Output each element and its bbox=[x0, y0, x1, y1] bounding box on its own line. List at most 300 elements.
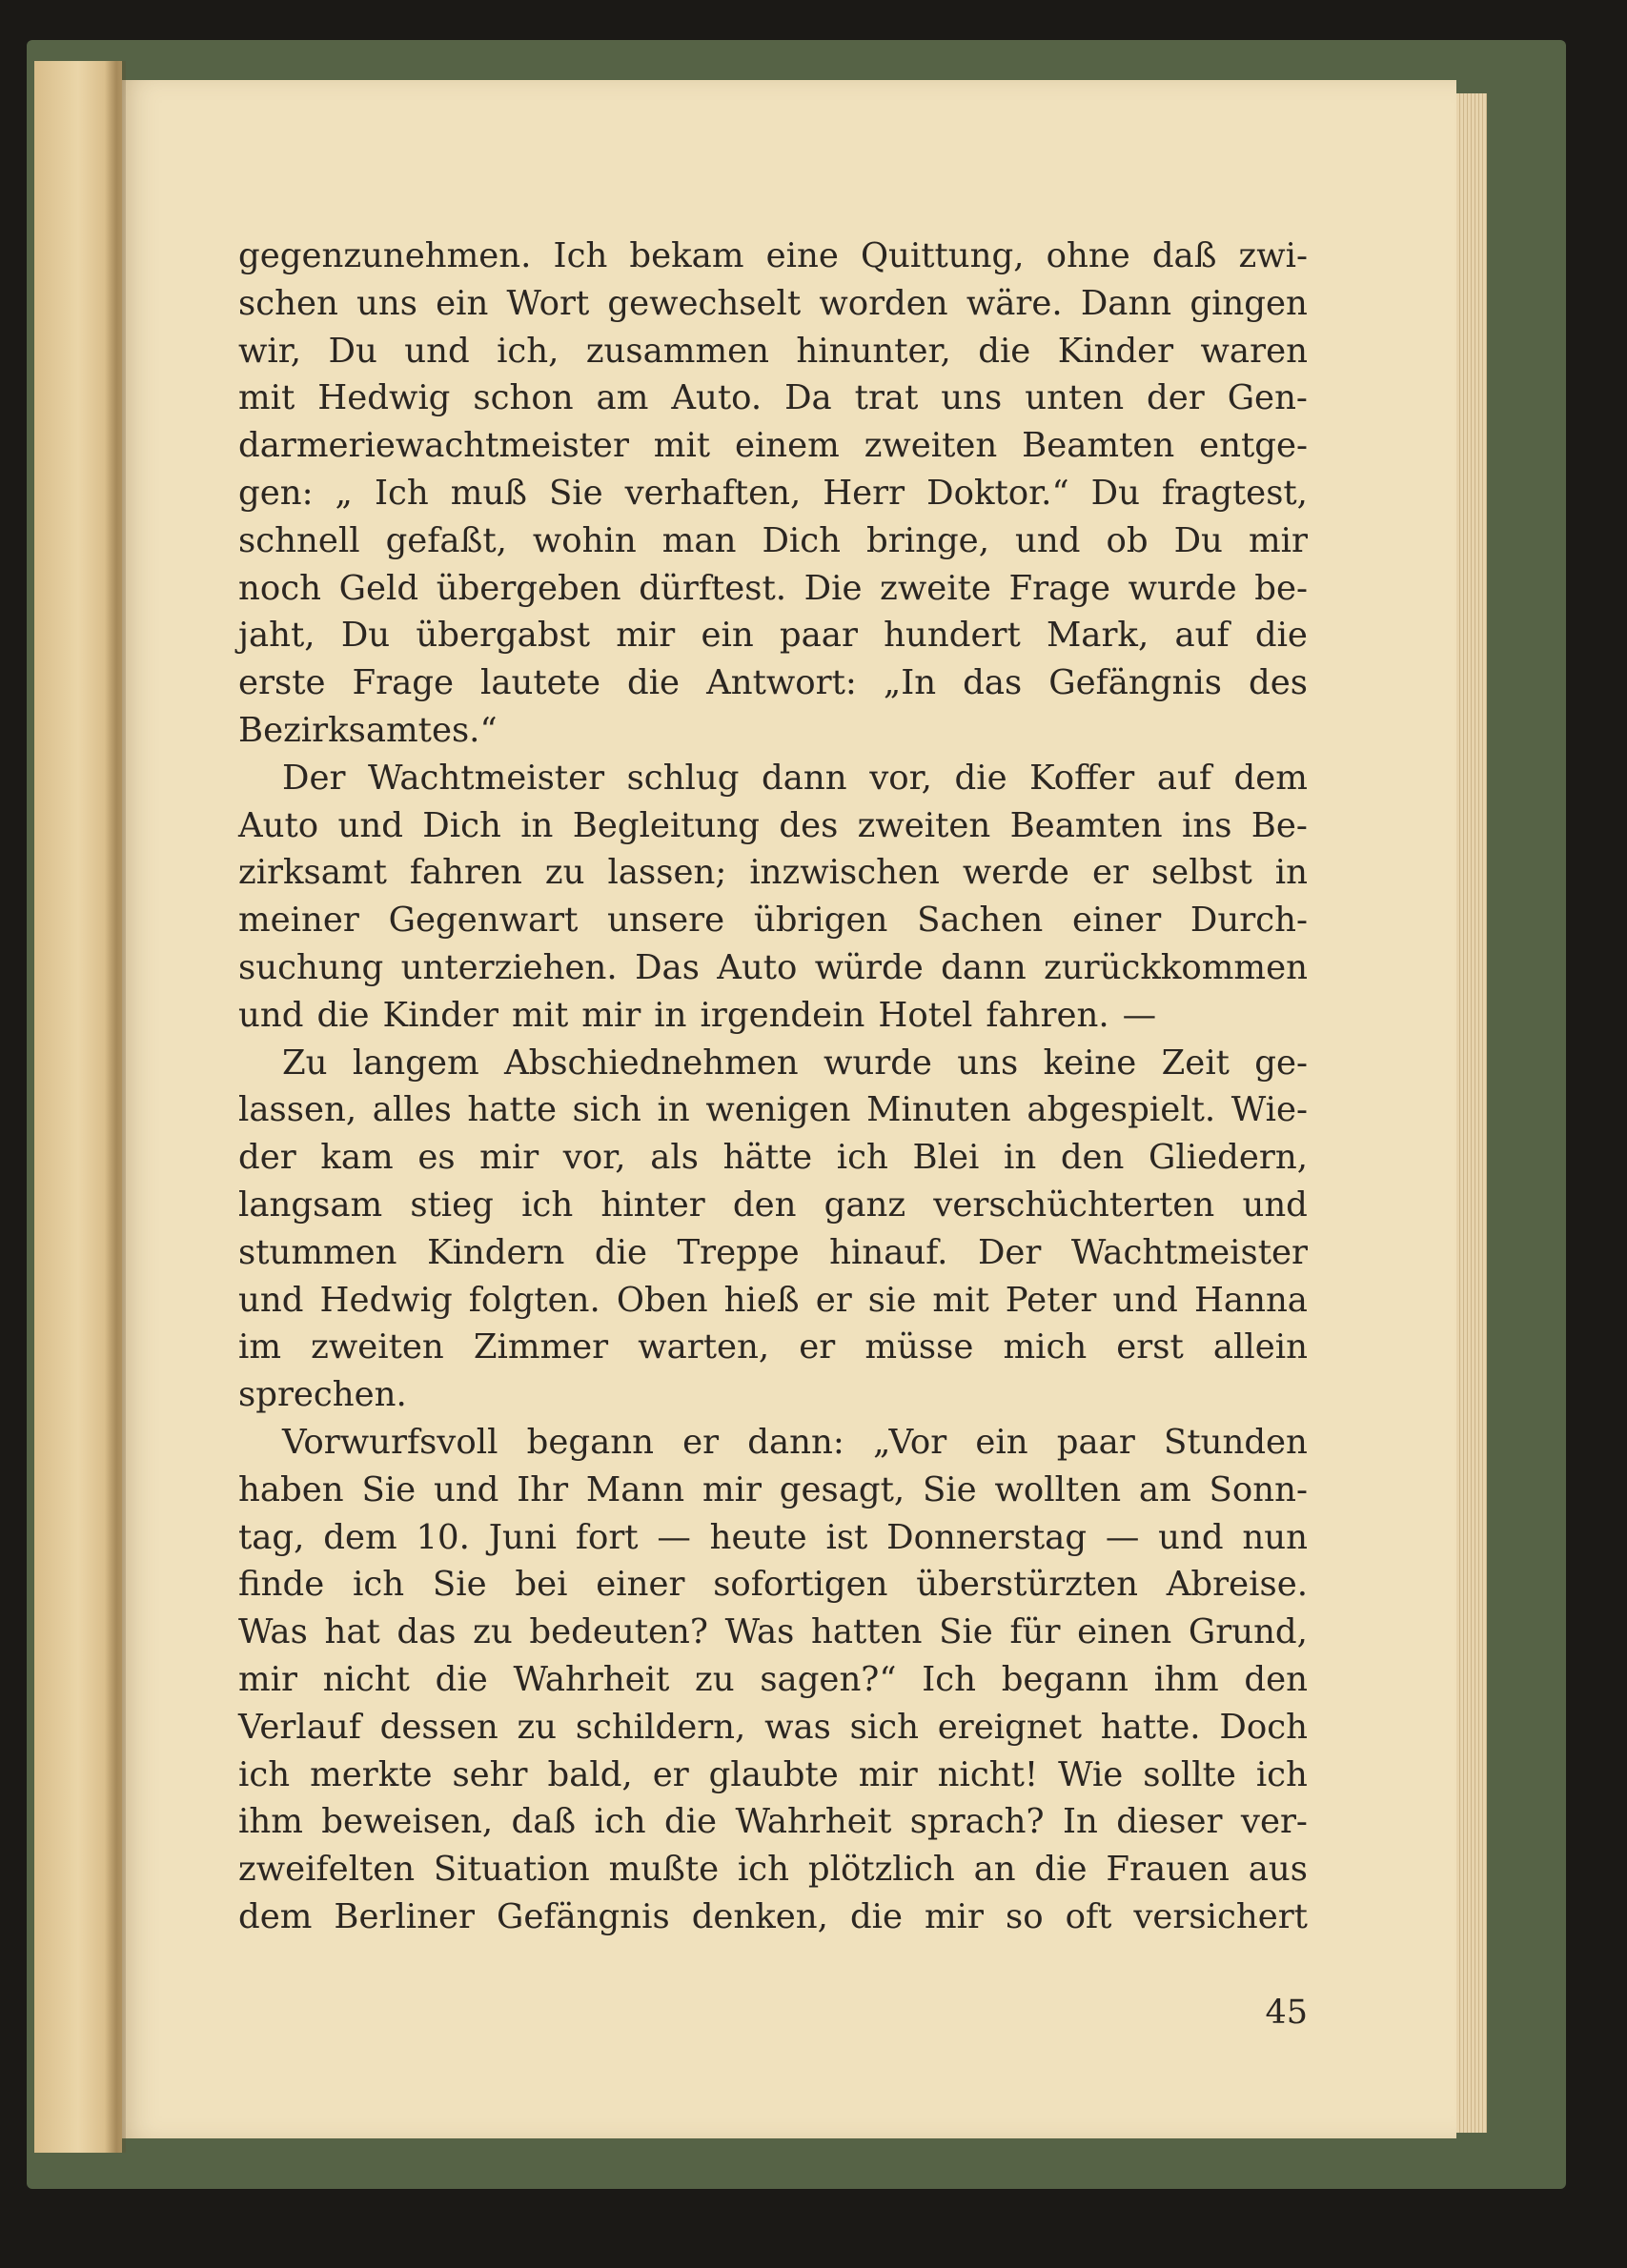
word: und bbox=[238, 995, 304, 1035]
word: hatte. bbox=[1100, 1707, 1201, 1747]
word: einer bbox=[1071, 901, 1162, 941]
word: es bbox=[417, 1138, 456, 1178]
word: beweisen, bbox=[321, 1802, 494, 1842]
word: als bbox=[650, 1138, 699, 1178]
word: dann bbox=[941, 947, 1027, 987]
text-line bbox=[238, 1229, 1308, 1277]
word: worden bbox=[819, 283, 948, 323]
word: Hedwig bbox=[319, 1280, 453, 1320]
word: langem bbox=[352, 1043, 479, 1083]
word: fragtest, bbox=[1161, 473, 1308, 513]
text-line bbox=[238, 1182, 1308, 1229]
word: denken, bbox=[691, 1896, 828, 1936]
word: be- bbox=[1254, 568, 1308, 608]
word: meiner bbox=[238, 901, 359, 941]
word: Abschiednehmen bbox=[503, 1043, 799, 1083]
word: zweite bbox=[880, 568, 991, 608]
word: uns bbox=[957, 1043, 1019, 1083]
word: nun bbox=[1242, 1517, 1308, 1557]
page-gutter bbox=[105, 61, 126, 2153]
word: auf bbox=[1174, 616, 1230, 656]
word: Be- bbox=[1251, 805, 1308, 845]
word: Du bbox=[340, 616, 391, 656]
word: „ bbox=[335, 473, 353, 513]
word: der bbox=[1147, 378, 1205, 418]
word: so bbox=[1006, 1896, 1044, 1936]
word: Oben bbox=[616, 1280, 708, 1320]
word: Kindern bbox=[427, 1232, 565, 1272]
word: Peter bbox=[1005, 1280, 1097, 1320]
word: sprechen. bbox=[238, 1375, 407, 1415]
word: und bbox=[238, 1280, 304, 1320]
word: die bbox=[978, 331, 1031, 371]
word: Der bbox=[977, 1232, 1042, 1272]
word: Gen- bbox=[1227, 378, 1308, 418]
word: Hanna bbox=[1193, 1280, 1308, 1320]
word: Sie bbox=[922, 1469, 977, 1509]
text-line bbox=[238, 1609, 1308, 1656]
word: Was bbox=[238, 1612, 308, 1652]
text-line bbox=[238, 470, 1308, 517]
word: plötzlich bbox=[807, 1850, 955, 1890]
text-line bbox=[238, 707, 1308, 755]
page-stack-edges bbox=[1456, 93, 1487, 2133]
word: den bbox=[1060, 1138, 1125, 1178]
word: übergabst bbox=[416, 616, 591, 656]
text-line bbox=[238, 1704, 1308, 1752]
word: Zu bbox=[282, 1043, 328, 1083]
word: die bbox=[435, 1659, 488, 1699]
word: Die bbox=[803, 568, 863, 608]
word: sehr bbox=[452, 1754, 528, 1794]
word: paar bbox=[1056, 1422, 1135, 1462]
text-line bbox=[238, 659, 1308, 707]
text-line bbox=[238, 328, 1308, 375]
word: zu bbox=[473, 1612, 513, 1652]
word: zurückkommen bbox=[1044, 947, 1308, 987]
word: ganz bbox=[824, 1185, 906, 1225]
word: Da bbox=[784, 378, 832, 418]
word: unten bbox=[1025, 378, 1125, 418]
word: Donnerstag bbox=[886, 1517, 1088, 1557]
text-line bbox=[238, 1419, 1308, 1467]
word: dürftest. bbox=[639, 568, 787, 608]
word: — bbox=[1122, 995, 1157, 1035]
word: mir bbox=[238, 1659, 297, 1699]
word: Verlauf bbox=[238, 1707, 361, 1747]
word: hinauf. bbox=[829, 1232, 948, 1272]
word: fahren. bbox=[986, 995, 1109, 1035]
word: hinunter, bbox=[796, 331, 951, 371]
word: das bbox=[397, 1612, 457, 1652]
word: Doch bbox=[1219, 1707, 1308, 1747]
word: Herr bbox=[823, 473, 905, 513]
word: allein bbox=[1212, 1327, 1308, 1367]
word: aus bbox=[1248, 1850, 1308, 1890]
word: ich bbox=[521, 1185, 574, 1225]
word: stieg bbox=[410, 1185, 494, 1225]
word: in bbox=[520, 805, 554, 845]
word: oft bbox=[1065, 1896, 1112, 1936]
word: mit bbox=[653, 426, 711, 466]
word: übrigen bbox=[753, 901, 888, 941]
word: am bbox=[596, 378, 649, 418]
text-line bbox=[238, 1514, 1308, 1562]
word: ich, bbox=[497, 331, 559, 371]
word: ihm bbox=[238, 1802, 303, 1842]
word: Sie bbox=[361, 1469, 417, 1509]
word: hundert bbox=[884, 616, 1021, 656]
word: heute bbox=[709, 1517, 807, 1557]
word: entge- bbox=[1199, 426, 1308, 466]
word: Das bbox=[635, 947, 700, 987]
word: dessen bbox=[379, 1707, 498, 1747]
word: Sonn- bbox=[1209, 1469, 1308, 1509]
word: und bbox=[1242, 1185, 1308, 1225]
word: mußte bbox=[608, 1850, 720, 1890]
word: wurde bbox=[823, 1043, 932, 1083]
text-line bbox=[238, 1798, 1308, 1846]
word: mir bbox=[858, 1754, 918, 1794]
word: daß bbox=[1151, 236, 1217, 275]
word: und bbox=[337, 805, 403, 845]
word: mich bbox=[1003, 1327, 1088, 1367]
word: Frage bbox=[352, 663, 454, 703]
word: ver- bbox=[1240, 1802, 1308, 1842]
text-line bbox=[238, 1086, 1308, 1134]
word: Du bbox=[1090, 473, 1140, 513]
text-line bbox=[238, 375, 1308, 422]
word: selbst bbox=[1150, 853, 1252, 893]
word: Minuten bbox=[866, 1090, 1011, 1130]
word: haben bbox=[238, 1469, 344, 1509]
word: Koffer bbox=[1029, 758, 1135, 798]
word: die bbox=[1254, 616, 1308, 656]
word: mit bbox=[512, 995, 569, 1035]
word: Wachtmeister bbox=[1070, 1232, 1308, 1272]
word: die bbox=[316, 995, 370, 1035]
word: Antwort: bbox=[706, 663, 857, 703]
word: vor, bbox=[869, 758, 932, 798]
word: Auto bbox=[238, 805, 319, 845]
text-line bbox=[238, 1277, 1308, 1325]
text-line bbox=[238, 1040, 1308, 1087]
word: zweiten bbox=[311, 1327, 444, 1367]
word: den bbox=[732, 1185, 797, 1225]
word: Begleitung bbox=[572, 805, 761, 845]
word: eine bbox=[765, 236, 839, 275]
word: Der bbox=[282, 758, 346, 798]
text-line bbox=[238, 517, 1308, 565]
word: zweiten bbox=[857, 805, 991, 845]
word: für bbox=[1009, 1612, 1061, 1652]
word: Sie bbox=[432, 1565, 487, 1605]
word: mir bbox=[925, 1896, 985, 1936]
word: sich bbox=[849, 1707, 919, 1747]
text-line bbox=[238, 1324, 1308, 1371]
word: Ich bbox=[374, 473, 429, 513]
word: zweiten bbox=[864, 426, 998, 466]
word: Grund, bbox=[1188, 1612, 1308, 1652]
word: Wahrheit bbox=[513, 1659, 670, 1699]
body-text bbox=[238, 233, 1308, 1941]
word: die bbox=[663, 1802, 718, 1842]
word: hätte bbox=[722, 1138, 813, 1178]
word: bedeuten? bbox=[529, 1612, 708, 1652]
word: in bbox=[657, 1090, 690, 1130]
word: ihm bbox=[1153, 1659, 1219, 1699]
word: hieß bbox=[723, 1280, 800, 1320]
word: nicht bbox=[322, 1659, 410, 1699]
word: zu bbox=[544, 853, 585, 893]
word: mit bbox=[932, 1280, 989, 1320]
word: das bbox=[963, 663, 1023, 703]
word: begann bbox=[1001, 1659, 1129, 1699]
word: man bbox=[661, 520, 737, 560]
word: zu bbox=[517, 1707, 558, 1747]
word: ich bbox=[238, 1754, 291, 1794]
word: sich bbox=[572, 1090, 641, 1130]
word: lassen; bbox=[607, 853, 727, 893]
word: ins bbox=[1182, 805, 1232, 845]
word: gewechselt bbox=[607, 283, 802, 323]
word: hatten bbox=[811, 1612, 923, 1652]
word: Dann bbox=[1080, 283, 1172, 323]
text-line bbox=[238, 1656, 1308, 1704]
word: verschüchterten bbox=[933, 1185, 1215, 1225]
text-line bbox=[238, 233, 1308, 280]
word: Durch- bbox=[1190, 901, 1308, 941]
word: Mark, bbox=[1046, 616, 1149, 656]
word: mir bbox=[581, 995, 641, 1035]
word: nicht! bbox=[937, 1754, 1039, 1794]
word: kam bbox=[320, 1138, 394, 1178]
word: erste bbox=[238, 663, 326, 703]
word: sollte bbox=[1143, 1754, 1236, 1794]
word: des bbox=[779, 805, 839, 845]
text-line bbox=[238, 944, 1308, 992]
word: Sie bbox=[939, 1612, 993, 1652]
word: sofortigen bbox=[713, 1565, 888, 1605]
word: erst bbox=[1116, 1327, 1184, 1367]
word: sie bbox=[867, 1280, 917, 1320]
word: werde bbox=[962, 853, 1069, 893]
word: in bbox=[1003, 1138, 1037, 1178]
word: dem bbox=[238, 1896, 313, 1936]
word: — bbox=[657, 1517, 691, 1557]
word: Frage bbox=[1008, 568, 1110, 608]
word: bekam bbox=[629, 236, 744, 275]
word: einer bbox=[596, 1565, 685, 1605]
text-line bbox=[238, 897, 1308, 944]
word: keine bbox=[1043, 1043, 1137, 1083]
word: die bbox=[626, 663, 681, 703]
word: Stunden bbox=[1164, 1422, 1308, 1462]
word: Geld bbox=[338, 568, 419, 608]
word: sprach? bbox=[909, 1802, 1045, 1842]
word: wollten bbox=[994, 1469, 1122, 1509]
word: muß bbox=[450, 473, 527, 513]
word: zusammen bbox=[585, 331, 769, 371]
word: wäre. bbox=[966, 283, 1063, 323]
word: am bbox=[1138, 1469, 1191, 1509]
word: gingen bbox=[1190, 283, 1308, 323]
word: er bbox=[682, 1422, 720, 1462]
word: zirksamt bbox=[238, 853, 387, 893]
word: waren bbox=[1200, 331, 1308, 371]
word: ein bbox=[975, 1422, 1028, 1462]
page-number: 45 bbox=[1265, 1994, 1308, 2032]
word: in bbox=[1274, 853, 1308, 893]
word: schnell bbox=[238, 520, 360, 560]
word: des bbox=[1248, 663, 1308, 703]
word: ich bbox=[737, 1850, 790, 1890]
word: er bbox=[799, 1327, 836, 1367]
word: Wort bbox=[506, 283, 590, 323]
word: wohin bbox=[532, 520, 637, 560]
word: zweifelten bbox=[238, 1850, 416, 1890]
word: verhaften, bbox=[624, 473, 802, 513]
word: Vorwurfsvoll bbox=[282, 1422, 498, 1462]
word: trat bbox=[854, 378, 919, 418]
word: Hedwig bbox=[317, 378, 451, 418]
word: Ich bbox=[553, 236, 608, 275]
word: darmeriewachtmeister bbox=[238, 426, 629, 466]
word: hat bbox=[324, 1612, 380, 1652]
word: begann bbox=[526, 1422, 654, 1462]
word: er bbox=[652, 1754, 689, 1794]
word: und bbox=[1112, 1280, 1178, 1320]
word: Treppe bbox=[677, 1232, 800, 1272]
word: Dich bbox=[762, 520, 842, 560]
word: ich bbox=[353, 1565, 405, 1605]
word: merkte bbox=[310, 1754, 433, 1794]
word: folgten. bbox=[468, 1280, 600, 1320]
word: ich bbox=[1255, 1754, 1308, 1794]
word: noch bbox=[238, 568, 321, 608]
word: paar bbox=[779, 616, 858, 656]
word: uns bbox=[941, 378, 1003, 418]
word: wenigen bbox=[705, 1090, 851, 1130]
word: unsere bbox=[607, 901, 725, 941]
word: schlug bbox=[626, 758, 740, 798]
word: zwi- bbox=[1238, 236, 1308, 275]
word: uns bbox=[356, 283, 417, 323]
word: in bbox=[654, 995, 687, 1035]
word: würde bbox=[814, 947, 924, 987]
word: Gegenwart bbox=[388, 901, 579, 941]
text-line bbox=[238, 612, 1308, 659]
word: der bbox=[238, 1138, 296, 1178]
word: lautete bbox=[480, 663, 600, 703]
word: ereignet bbox=[937, 1707, 1082, 1747]
text-line bbox=[238, 1561, 1308, 1609]
word: schon bbox=[473, 378, 574, 418]
word: dieser bbox=[1116, 1802, 1223, 1842]
word: versichert bbox=[1133, 1896, 1308, 1936]
word: mir bbox=[1248, 520, 1308, 560]
word: „Vor bbox=[873, 1422, 947, 1462]
word: Blei bbox=[912, 1138, 980, 1178]
word: ein bbox=[701, 616, 754, 656]
word: Du bbox=[1173, 520, 1223, 560]
text-line bbox=[238, 1752, 1308, 1799]
word: überstürzten bbox=[916, 1565, 1139, 1605]
word: ist bbox=[825, 1517, 868, 1557]
word: Wahrheit bbox=[735, 1802, 892, 1842]
word: „In bbox=[883, 663, 937, 703]
word: mir bbox=[702, 1469, 762, 1509]
word: einem bbox=[734, 426, 840, 466]
word: Gefängnis bbox=[1048, 663, 1222, 703]
word: finde bbox=[238, 1565, 325, 1605]
word: hatte bbox=[467, 1090, 557, 1130]
word: ob bbox=[1106, 520, 1149, 560]
word: hinter bbox=[600, 1185, 705, 1225]
word: gesagt, bbox=[779, 1469, 905, 1509]
word: schen bbox=[238, 283, 338, 323]
word: Situation bbox=[433, 1850, 590, 1890]
word: fort bbox=[575, 1517, 639, 1557]
word: Zeit bbox=[1161, 1043, 1230, 1083]
word: inzwischen bbox=[749, 853, 940, 893]
word: Was bbox=[724, 1612, 795, 1652]
word: müsse bbox=[864, 1327, 974, 1367]
word: Bezirksamtes.“ bbox=[238, 710, 498, 750]
word: an bbox=[973, 1850, 1016, 1890]
word: bringe, bbox=[866, 520, 989, 560]
word: Kinder bbox=[1057, 331, 1174, 371]
text-line bbox=[238, 422, 1308, 470]
word: Beamten bbox=[1022, 426, 1175, 466]
word: dem bbox=[323, 1517, 397, 1557]
word: suchung bbox=[238, 947, 384, 987]
word: schildern, bbox=[575, 1707, 746, 1747]
word: mir bbox=[616, 616, 676, 656]
word: gen: bbox=[238, 473, 314, 513]
word: Doktor.“ bbox=[926, 473, 1069, 513]
word: Du bbox=[328, 331, 377, 371]
word: daß bbox=[511, 1802, 577, 1842]
word: — bbox=[1105, 1517, 1140, 1557]
word: und bbox=[404, 331, 470, 371]
word: Auto. bbox=[671, 378, 763, 418]
word: Kinder bbox=[382, 995, 498, 1035]
word: Quittung, bbox=[860, 236, 1025, 275]
word: Berliner bbox=[334, 1896, 476, 1936]
word: unterziehen. bbox=[400, 947, 618, 987]
word: die bbox=[594, 1232, 647, 1272]
text-line bbox=[238, 1134, 1308, 1182]
text-line bbox=[238, 755, 1308, 802]
word: Gefängnis bbox=[497, 1896, 670, 1936]
word: jaht, bbox=[238, 616, 315, 656]
word: ge- bbox=[1254, 1043, 1308, 1083]
text-line bbox=[238, 849, 1308, 897]
word: im bbox=[238, 1327, 282, 1367]
word: Wachtmeister bbox=[367, 758, 605, 798]
word: Wie- bbox=[1230, 1090, 1308, 1130]
word: bald, bbox=[547, 1754, 633, 1794]
word: bei bbox=[515, 1565, 568, 1605]
text-line bbox=[238, 565, 1308, 613]
word: Dich bbox=[422, 805, 501, 845]
word: die bbox=[849, 1896, 904, 1936]
word: langsam bbox=[238, 1185, 383, 1225]
word: abgespielt. bbox=[1027, 1090, 1216, 1130]
word: Mann bbox=[585, 1469, 685, 1509]
word: gegenzunehmen. bbox=[238, 236, 532, 275]
